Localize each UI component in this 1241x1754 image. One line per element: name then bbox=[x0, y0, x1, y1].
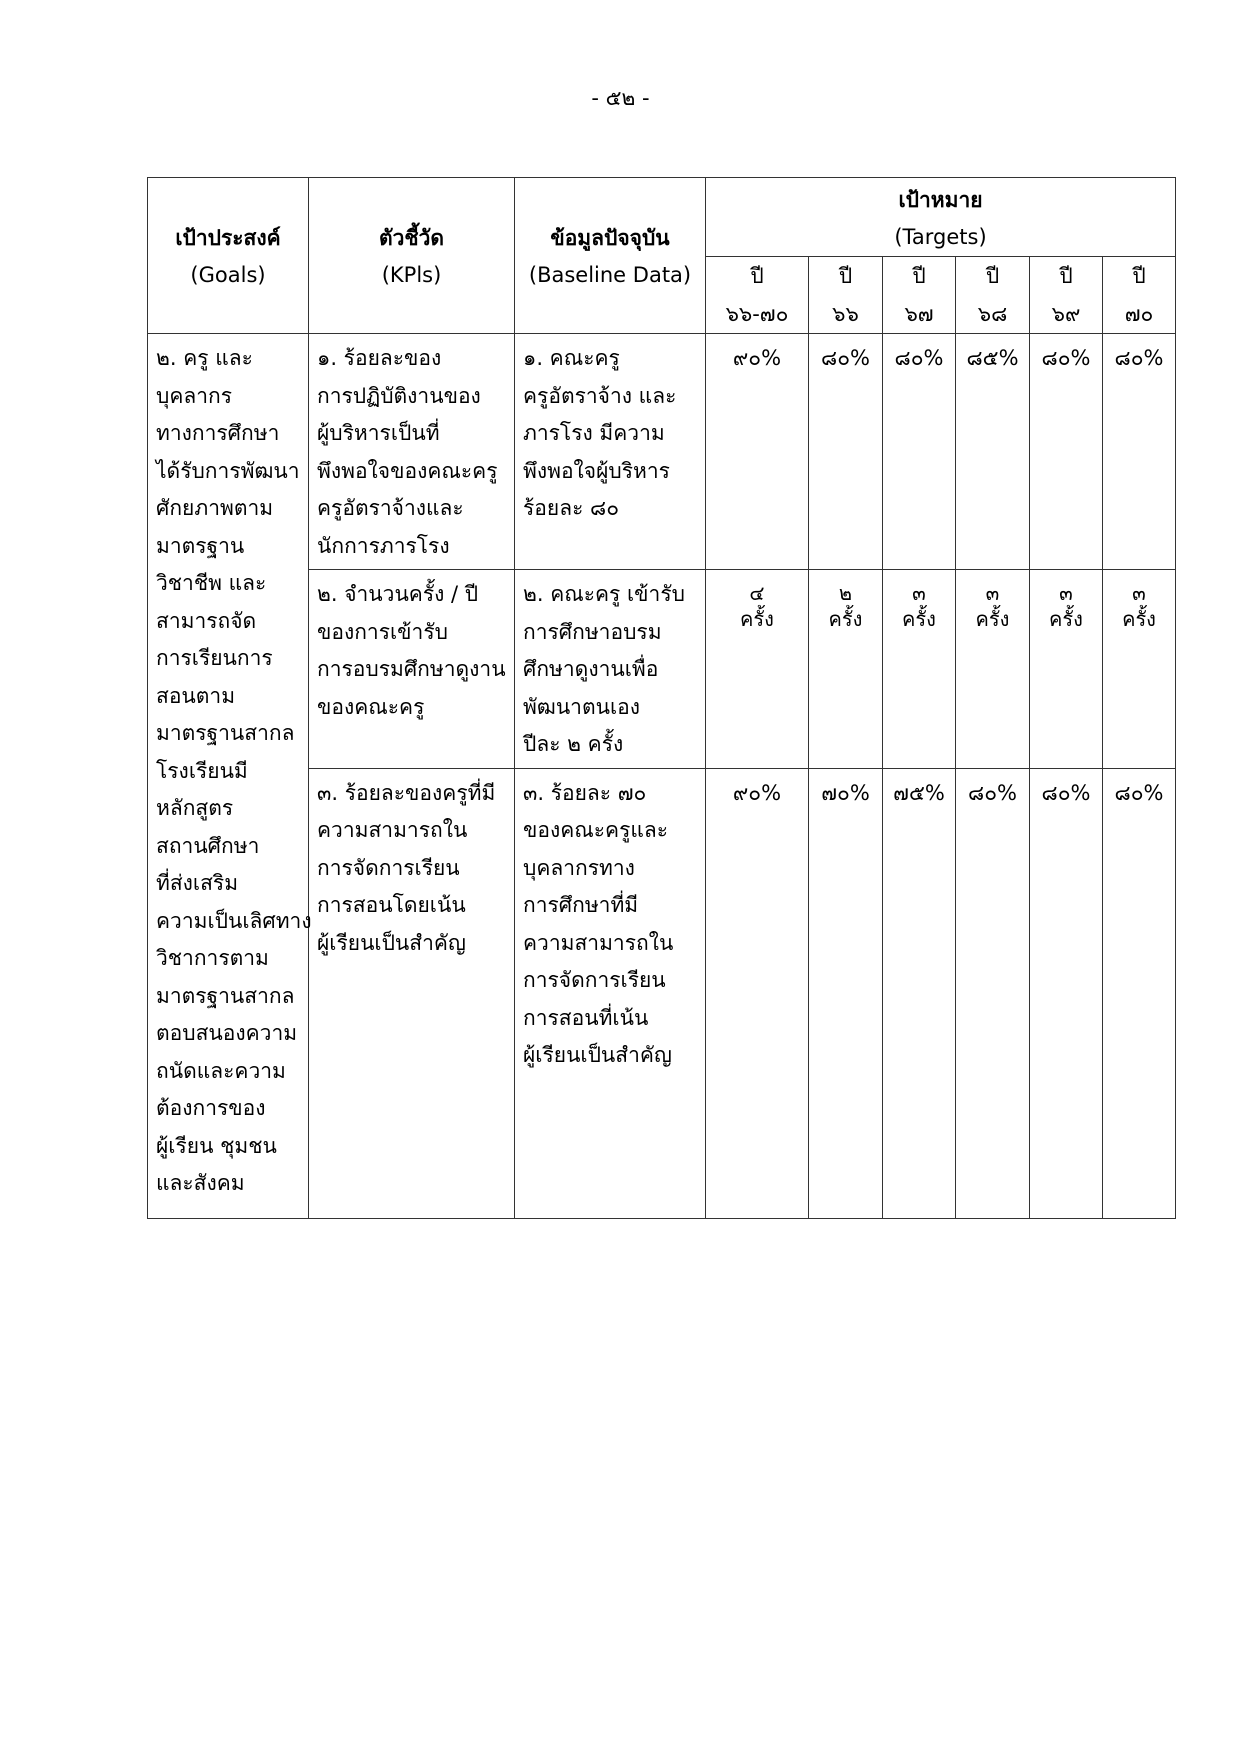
kpi-line: ๑. ร้อยละของ bbox=[317, 346, 442, 370]
kpi-table bbox=[147, 177, 1176, 1219]
kpi-line: การปฏิบัติงานของ bbox=[317, 383, 481, 408]
header-kpis-en: (KPls) bbox=[381, 263, 442, 287]
kpi-line: ความสามารถใน bbox=[317, 818, 468, 842]
target-cell bbox=[1103, 570, 1176, 769]
target-cell: ๘๐% bbox=[1030, 768, 1103, 1218]
baseline-cell bbox=[515, 334, 706, 570]
kpi-line: การอบรมศึกษาดูงาน bbox=[317, 657, 506, 681]
baseline-line: ผู้เรียนเป็นสำคัญ bbox=[523, 1043, 672, 1067]
target-unit: ครั้ง bbox=[1122, 607, 1156, 631]
year-label: ปี bbox=[1132, 264, 1146, 288]
target-cell bbox=[809, 570, 883, 769]
goal-line: มาตรฐานสากล bbox=[156, 721, 295, 745]
target-cell: ๗๕% bbox=[883, 768, 956, 1218]
year-label: ปี bbox=[985, 264, 1000, 288]
goal-line: ๒. ครู และ bbox=[156, 346, 253, 370]
year-label: ปี bbox=[838, 264, 853, 288]
goal-line: โรงเรียนมี bbox=[156, 758, 248, 783]
target-cell bbox=[956, 570, 1030, 769]
target-unit: ครั้ง bbox=[1049, 607, 1083, 631]
goal-line: ผู้เรียน ชุมชน bbox=[156, 1133, 277, 1158]
baseline-line: ๑. คณะครู bbox=[523, 346, 620, 370]
goal-line: สถานศึกษา bbox=[156, 833, 260, 858]
kpi-cell bbox=[309, 768, 515, 1218]
baseline-line: การศึกษาอบรม bbox=[523, 619, 662, 644]
target-unit: ครั้ง bbox=[902, 607, 936, 631]
year-header-cell bbox=[883, 257, 956, 334]
target-cell: ๗๐% bbox=[809, 768, 883, 1218]
target-cell: ๘๐% bbox=[1103, 768, 1176, 1218]
goal-line: ศักยภาพตาม bbox=[156, 496, 274, 520]
goal-line: บุคลากร bbox=[156, 383, 233, 408]
target-count: ๒ bbox=[838, 581, 853, 605]
table-row bbox=[148, 334, 1176, 570]
kpi-line: ผู้เรียนเป็นสำคัญ bbox=[317, 930, 466, 955]
goal-line: และสังคม bbox=[156, 1171, 245, 1195]
header-baseline-en: (Baseline Data) bbox=[528, 263, 692, 287]
year-value: ๖๙ bbox=[1051, 302, 1081, 326]
baseline-line: การสอนที่เน้น bbox=[523, 1005, 649, 1030]
header-goals-en: (Goals) bbox=[190, 263, 266, 287]
goal-line: ทางการศึกษา bbox=[156, 421, 280, 445]
goal-line: สอนตาม bbox=[156, 683, 236, 708]
year-header-cell bbox=[956, 257, 1030, 334]
baseline-line: ภารโรง มีความ bbox=[523, 421, 665, 445]
year-label: ปี bbox=[912, 264, 926, 288]
target-count: ๓ bbox=[912, 581, 926, 605]
header-targets bbox=[706, 178, 1176, 257]
target-cell: ๙๐% bbox=[706, 768, 809, 1218]
target-cell: ๘๐% bbox=[1030, 334, 1103, 570]
goal-line: วิชาชีพ และ bbox=[156, 571, 267, 595]
target-count: ๔ bbox=[749, 581, 765, 605]
target-cell: ๘๐% bbox=[809, 334, 883, 570]
kpi-line: ผู้บริหารเป็นที่ bbox=[317, 421, 440, 445]
header-baseline-th: ข้อมูลปัจจุบัน bbox=[550, 226, 670, 250]
year-header-cell bbox=[809, 257, 883, 334]
baseline-line: ร้อยละ ๘๐ bbox=[523, 496, 620, 520]
goal-line: มาตรฐาน bbox=[156, 533, 245, 558]
baseline-line: พัฒนาตนเอง bbox=[523, 694, 640, 719]
goal-line: การเรียนการ bbox=[156, 646, 273, 670]
kpi-line: ครูอัตราจ้างและ bbox=[317, 496, 464, 520]
year-label: ปี bbox=[750, 264, 764, 288]
baseline-line: การศึกษาที่มี bbox=[523, 893, 639, 917]
baseline-cell bbox=[515, 570, 706, 769]
target-cell bbox=[706, 570, 809, 769]
baseline-line: ปีละ ๒ ครั้ง bbox=[523, 732, 624, 756]
year-label: ปี bbox=[1059, 264, 1073, 288]
target-unit: ครั้ง bbox=[828, 607, 863, 631]
goal-line: ต้องการของ bbox=[156, 1096, 266, 1120]
baseline-line: ของคณะครูและ bbox=[523, 818, 669, 842]
year-value: ๖๖-๗๐ bbox=[725, 302, 789, 326]
goal-line: หลักสูตร bbox=[156, 796, 234, 820]
target-unit: ครั้ง bbox=[740, 607, 774, 631]
year-value: ๖๗ bbox=[904, 302, 934, 326]
year-header-cell bbox=[706, 257, 809, 334]
kpi-line: พึงพอใจของคณะครู bbox=[317, 458, 498, 483]
header-targets-en: (Targets) bbox=[894, 225, 987, 249]
target-count: ๓ bbox=[985, 581, 1000, 605]
goal-line: ความเป็นเลิศทาง bbox=[156, 908, 312, 933]
baseline-line: บุคลากรทาง bbox=[523, 855, 635, 880]
target-cell: ๘๐% bbox=[1103, 334, 1176, 570]
year-header-cell bbox=[1030, 257, 1103, 334]
goal-line: ที่ส่งเสริม bbox=[156, 871, 239, 895]
target-cell bbox=[1030, 570, 1103, 769]
kpi-line: การจัดการเรียน bbox=[317, 855, 460, 880]
page-number: - ๕๒ - bbox=[591, 86, 650, 110]
baseline-line: ๒. คณะครู เข้ารับ bbox=[523, 582, 685, 606]
baseline-line: ความสามารถใน bbox=[523, 930, 674, 955]
target-cell bbox=[883, 570, 956, 769]
header-baseline bbox=[515, 178, 706, 334]
baseline-line: ศึกษาดูงานเพื่อ bbox=[523, 657, 659, 681]
kpi-cell bbox=[309, 570, 515, 769]
target-cell: ๘๕% bbox=[956, 334, 1030, 570]
year-value: ๖๖ bbox=[832, 302, 859, 326]
target-cell: ๙๐% bbox=[706, 334, 809, 570]
year-header-cell bbox=[1103, 257, 1176, 334]
target-cell: ๘๐% bbox=[956, 768, 1030, 1218]
year-value: ๖๘ bbox=[977, 302, 1008, 326]
goal-line: สามารถจัด bbox=[156, 608, 257, 633]
kpi-line: ๓. ร้อยละของครูที่มี bbox=[317, 780, 496, 805]
target-unit: ครั้ง bbox=[975, 607, 1010, 631]
kpi-line: การสอนโดยเน้น bbox=[317, 893, 466, 917]
header-kpis-th: ตัวชี้วัด bbox=[378, 226, 445, 250]
baseline-line: ครูอัตราจ้าง และ bbox=[523, 383, 677, 408]
goal-line: วิชาการตาม bbox=[156, 946, 269, 970]
kpi-line: ๒. จำนวนครั้ง / ปี bbox=[317, 582, 479, 606]
baseline-cell bbox=[515, 768, 706, 1218]
goal-line: ถนัดและความ bbox=[156, 1058, 286, 1083]
target-count: ๓ bbox=[1059, 581, 1073, 605]
header-goals-th: เป้าประสงค์ bbox=[175, 226, 281, 250]
year-value: ๗๐ bbox=[1124, 302, 1154, 326]
baseline-line: พึงพอใจผู้บริหาร bbox=[523, 458, 670, 483]
kpi-line: ของการเข้ารับ bbox=[317, 619, 448, 644]
header-goals bbox=[148, 178, 309, 334]
baseline-line: การจัดการเรียน bbox=[523, 968, 666, 992]
header-targets-th: เป้าหมาย bbox=[898, 188, 983, 212]
goal-line: ได้รับการพัฒนา bbox=[156, 458, 300, 483]
header-kpis bbox=[309, 178, 515, 334]
kpi-line: นักการภารโรง bbox=[317, 533, 450, 558]
goal-cell bbox=[148, 334, 312, 1219]
goal-line: มาตรฐานสากล bbox=[156, 983, 295, 1008]
baseline-line: ๓. ร้อยละ ๗๐ bbox=[523, 780, 647, 805]
kpi-line: ของคณะครู bbox=[317, 694, 425, 719]
goal-line: ตอบสนองความ bbox=[156, 1021, 298, 1045]
target-count: ๓ bbox=[1132, 581, 1146, 605]
kpi-cell bbox=[309, 334, 515, 570]
target-cell: ๘๐% bbox=[883, 334, 956, 570]
